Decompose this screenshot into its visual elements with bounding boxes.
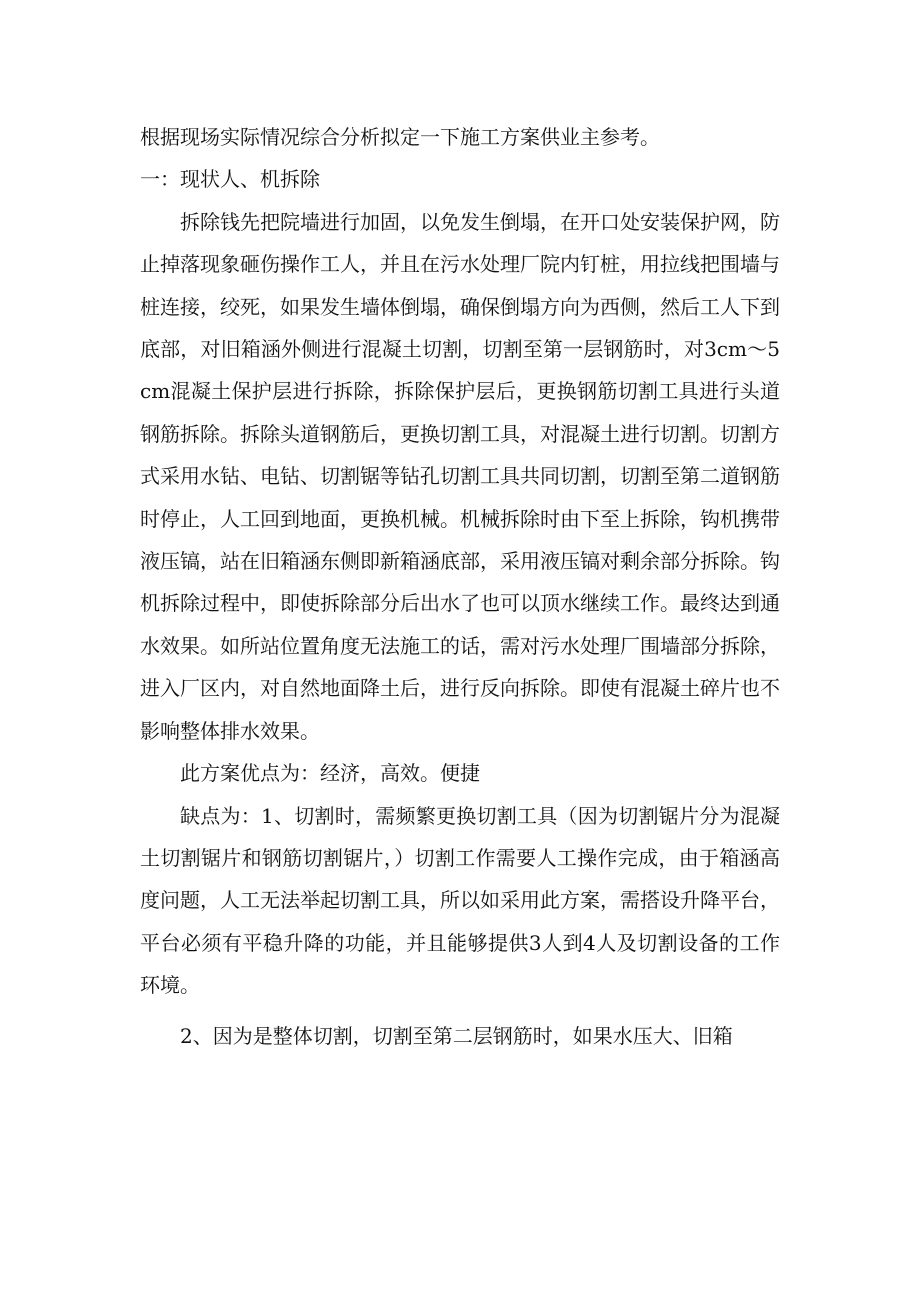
- demolition-method-paragraph: 拆除钱先把院墙进行加固，以免发生倒塌，在开口处安装保护网，防止掉落现象砸伤操作工人，并且在污水处理厂院内钉桩，用拉线把围墙与桩连接，绞死，如果发生墙体倒塌，确保倒塌方向为西侧，然后工人下到底部，对旧箱涵外侧进行混凝土切割，切割至第一层钢筋时，对3cm～5cm混凝土保护层进行拆除，拆除保护层后，更换钢筋切割工具进行头道钢筋拆除。拆除头道钢筋后，更换切割工具，对混凝土进行切割。切割方式采用水钻、电钻、切割锯等钻孔切割工具共同切割，切割至第二道钢筋时停止，人工回到地面，更换机械。机械拆除时由下至上拆除，钩机携带液压镐，站在旧箱涵东侧即新箱涵底部，采用液压镐对剩余部分拆除。钩机拆除过程中，即使拆除部分后出水了也可以顶水继续工作。最终达到通水效果。如所站位置角度无法施工的话，需对污水处理厂围墙部分拆除，进入厂区内，对自然地面降土后，进行反向拆除。即使有混凝土碎片也不影响整体排水效果。: [140, 209, 780, 743]
- intro-paragraph: 根据现场实际情况综合分析拟定一下施工方案供业主参考。: [140, 125, 660, 149]
- document-body: [140, 116, 780, 1057]
- advantages-paragraph: 此方案优点为：经济，高效。便捷: [180, 761, 480, 786]
- section-heading: 一：现状人、机拆除: [140, 167, 320, 192]
- disadvantages-paragraph-2: 2、因为是整体切割，切割至第二层钢筋时，如果水压大、旧箱: [180, 1023, 733, 1048]
- disadvantages-paragraph-1: 缺点为：1、切割时，需频繁更换切割工具（因为切割锯片分为混凝土切割锯片和钢筋切割锯片，）切割工作需要人工操作完成，由于箱涵高度问题，人工无法举起切割工具，所以如采用此方案，需搭设升降平台，平台必须有平稳升降的功能，并且能够提供3人到4人及切割设备的工作环境。: [140, 803, 780, 998]
